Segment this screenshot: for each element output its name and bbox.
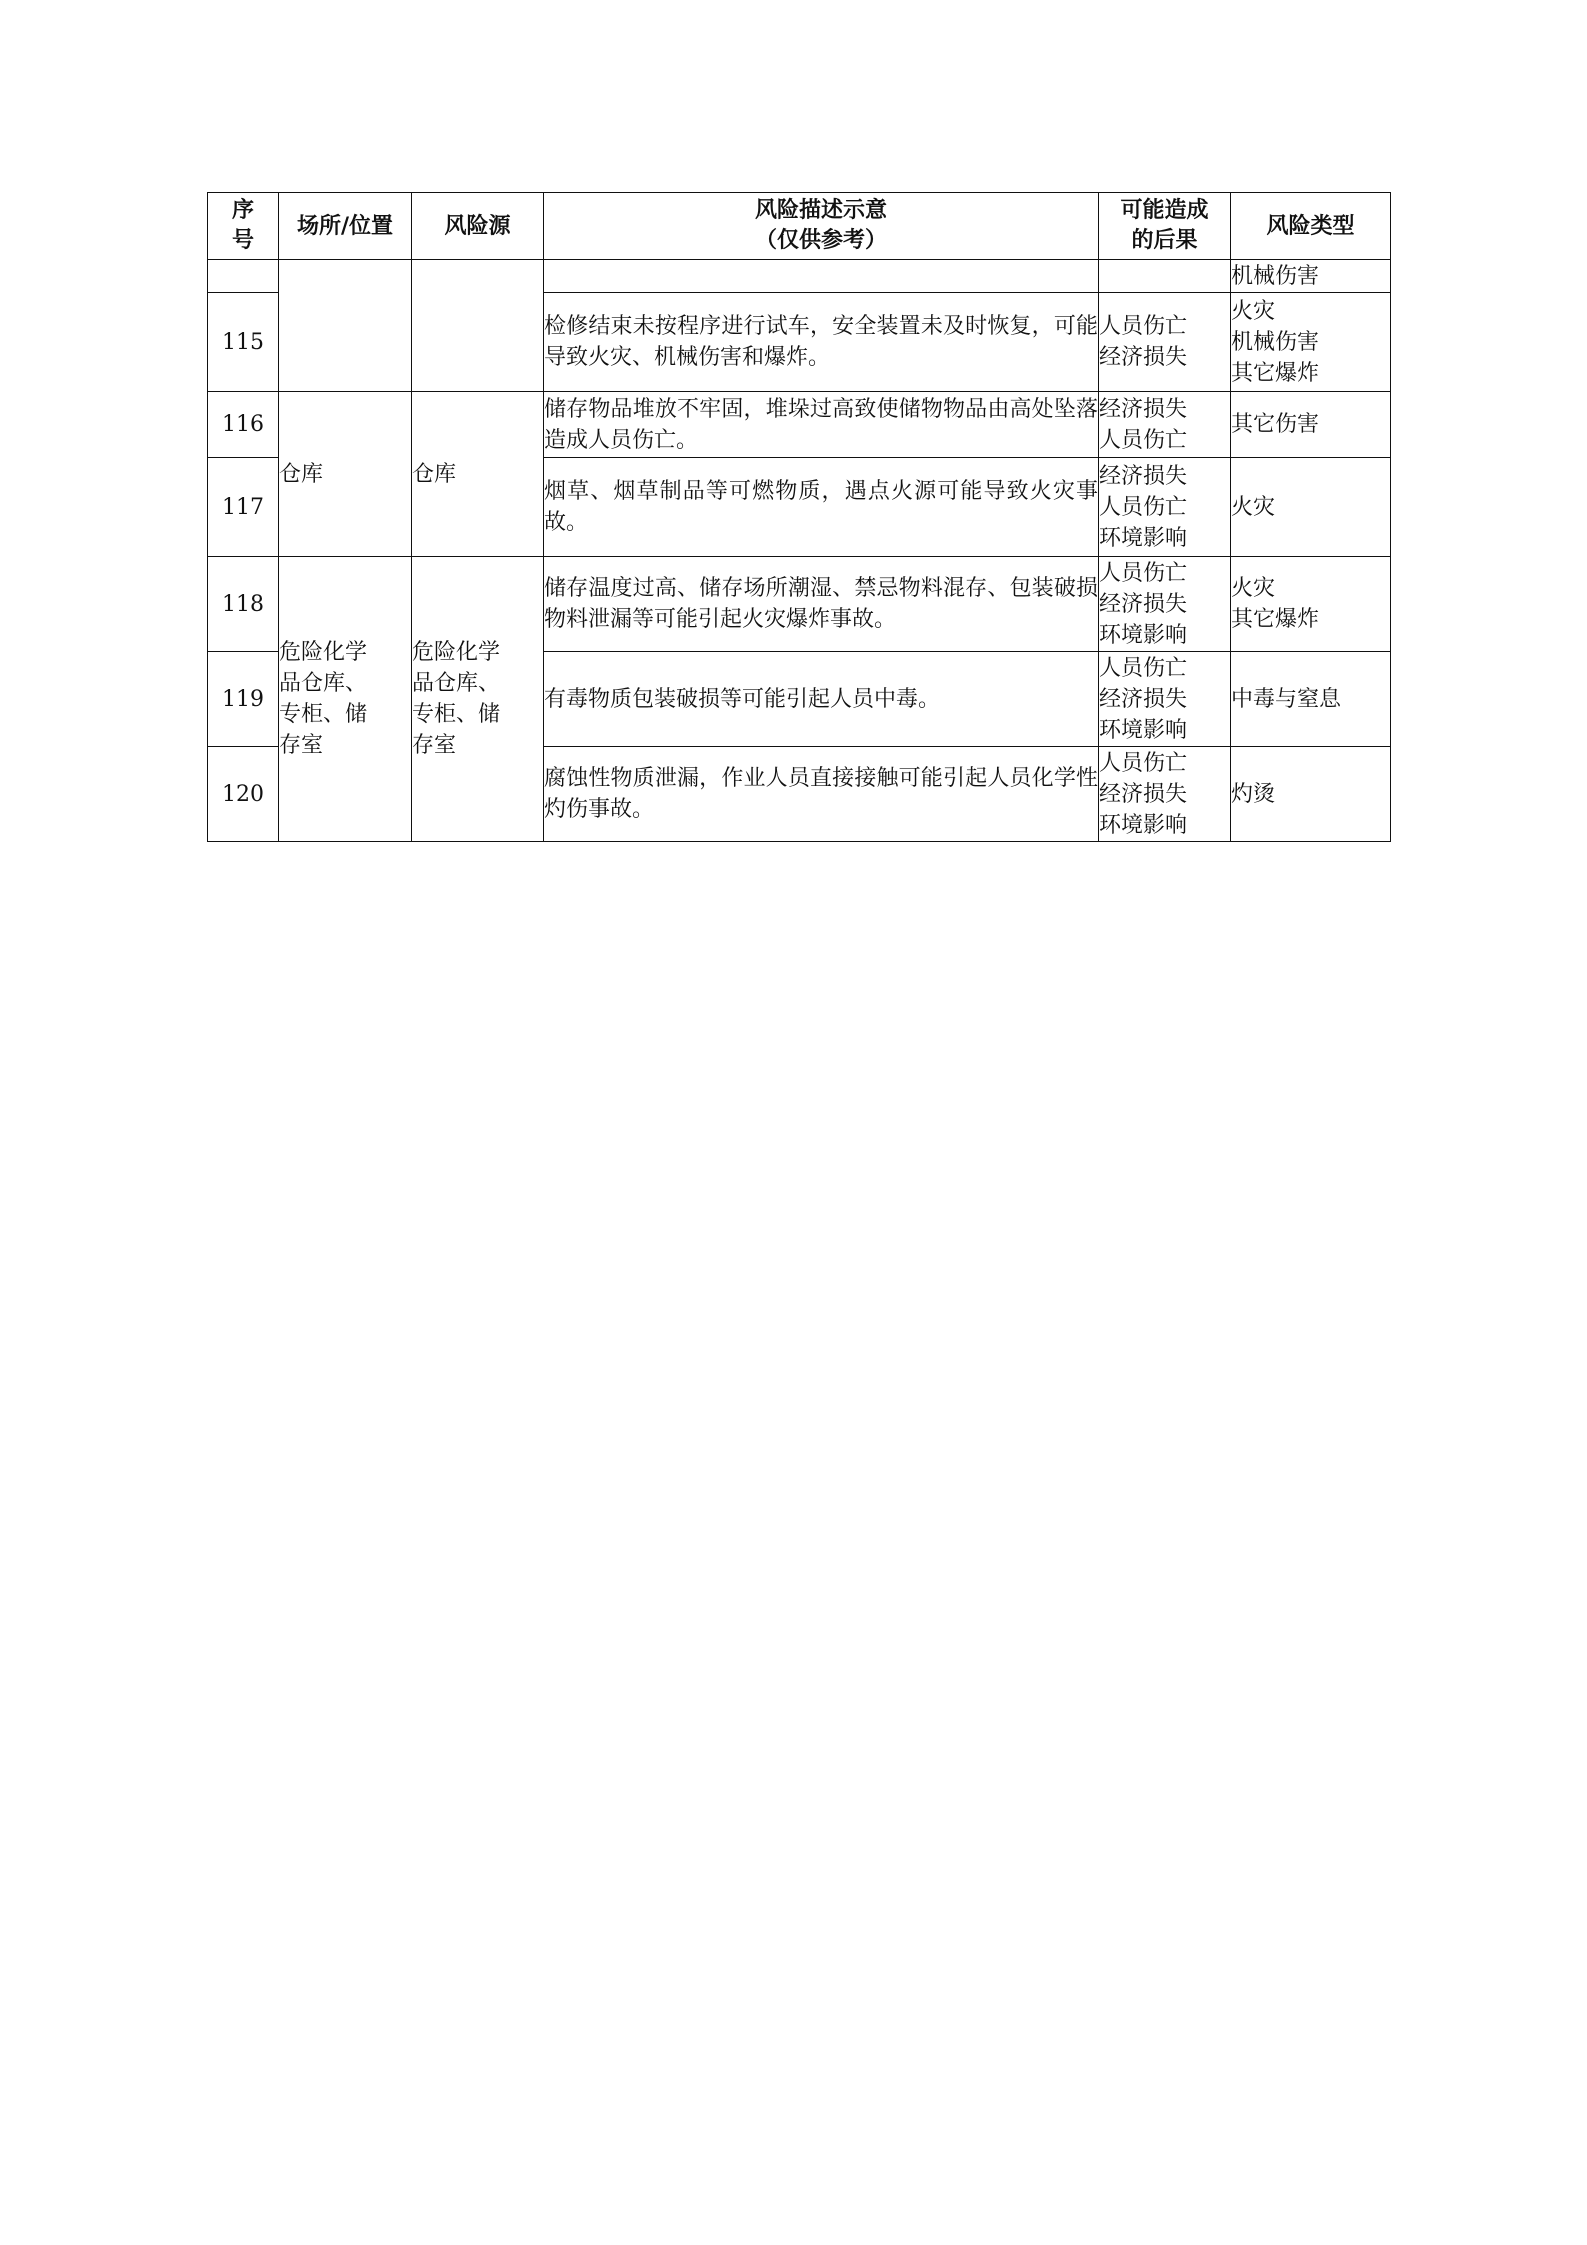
description-cell: 腐蚀性物质泄漏，作业人员直接接触可能引起人员化学性灼伤事故。 [544, 747, 1099, 842]
location-cell: 危险化学 品仓库、 专柜、储 存室 [279, 557, 412, 842]
seq-cell: 115 [208, 293, 279, 392]
consequence-cell: 经济损失 人员伤亡 环境影响 [1099, 458, 1231, 557]
header-type: 风险类型 [1231, 193, 1391, 260]
risk-type-cell: 机械伤害 [1231, 260, 1391, 293]
location-cell [279, 260, 412, 392]
source-cell: 仓库 [412, 392, 544, 557]
seq-cell: 120 [208, 747, 279, 842]
risk-type-cell: 中毒与窒息 [1231, 652, 1391, 747]
seq-cell [208, 260, 279, 293]
description-cell: 储存温度过高、储存场所潮湿、禁忌物料混存、包装破损物料泄漏等可能引起火灾爆炸事故。 [544, 557, 1099, 652]
seq-cell: 118 [208, 557, 279, 652]
seq-cell: 119 [208, 652, 279, 747]
consequence-cell: 人员伤亡 经济损失 环境影响 [1099, 652, 1231, 747]
risk-type-cell: 火灾 其它爆炸 [1231, 557, 1391, 652]
seq-cell: 117 [208, 458, 279, 557]
header-location: 场所/位置 [279, 193, 412, 260]
source-cell: 危险化学 品仓库、 专柜、储 存室 [412, 557, 544, 842]
header-source: 风险源 [412, 193, 544, 260]
consequence-cell [1099, 260, 1231, 293]
consequence-cell: 人员伤亡 经济损失 环境影响 [1099, 747, 1231, 842]
consequence-cell: 经济损失 人员伤亡 [1099, 392, 1231, 458]
risk-type-cell: 灼烫 [1231, 747, 1391, 842]
risk-type-cell: 火灾 [1231, 458, 1391, 557]
risk-type-cell: 其它伤害 [1231, 392, 1391, 458]
table-row [208, 392, 1391, 458]
table-header-row [208, 193, 1391, 260]
description-cell: 有毒物质包装破损等可能引起人员中毒。 [544, 652, 1099, 747]
table-row [208, 260, 1391, 293]
header-seq: 序号 [208, 193, 279, 260]
source-cell [412, 260, 544, 392]
description-cell: 烟草、烟草制品等可燃物质，遇点火源可能导致火灾事故。 [544, 458, 1099, 557]
header-consequence: 可能造成 的后果 [1099, 193, 1231, 260]
consequence-cell: 人员伤亡 经济损失 环境影响 [1099, 557, 1231, 652]
consequence-cell: 人员伤亡 经济损失 [1099, 293, 1231, 392]
location-cell: 仓库 [279, 392, 412, 557]
description-cell: 储存物品堆放不牢固，堆垛过高致使储物物品由高处坠落造成人员伤亡。 [544, 392, 1099, 458]
description-cell: 检修结束未按程序进行试车，安全装置未及时恢复，可能导致火灾、机械伤害和爆炸。 [544, 293, 1099, 392]
seq-cell: 116 [208, 392, 279, 458]
table-row [208, 557, 1391, 652]
header-description: 风险描述示意 （仅供参考） [544, 193, 1099, 260]
description-cell [544, 260, 1099, 293]
risk-table [207, 192, 1391, 842]
risk-type-cell: 火灾 机械伤害 其它爆炸 [1231, 293, 1391, 392]
